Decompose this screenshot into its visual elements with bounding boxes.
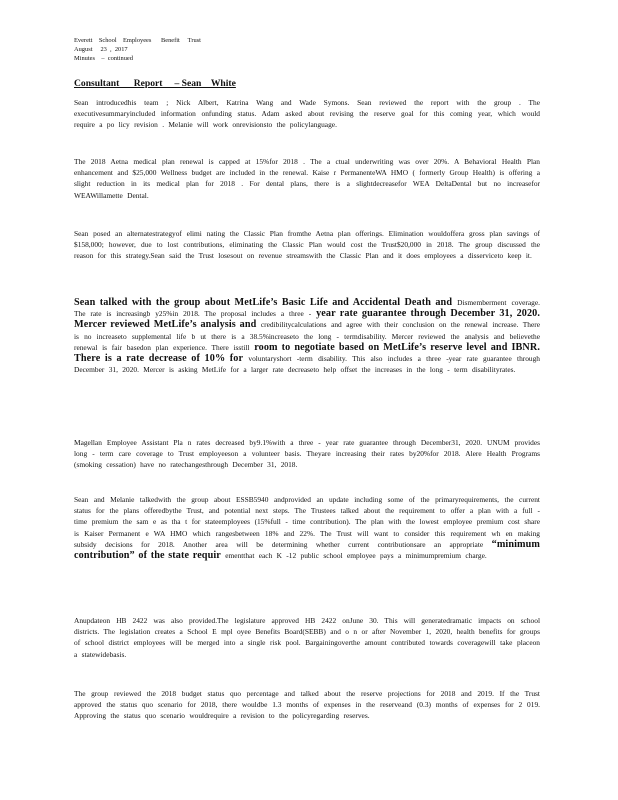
paragraph-essb5940 [74, 494, 540, 561]
paragraph-hb2422 [74, 615, 540, 660]
text-segment: credibilitycalculations and agree with their conclusion on the renewal increase. There is no increaseto supplemental life b ut there is a 38.5%increaseto the long - termdisability. Mercer reviewed the analysis and believethe renewal is fair basedon plan experience. There isstill [74, 320, 541, 352]
paragraph-magellan-unum [74, 437, 540, 471]
text-segment: Dismemberment coverage. The rate is increasingb y25%in 2018. The proposal includes a three - [74, 298, 540, 319]
header-date: August 23 , 2017 [74, 45, 128, 53]
text-segment: Magellan Employee Assistant Pla n rates decreased by9.1%with a three - year rate guarantee through December31, 2020. UNUM provides long - term care coverage to Trust employeeson a volunteer basis. Theyare increasing their rates by20%for 2018. Alere Health Programs (smoking cessation) have no ratechangesthrough December 31, 2018. [74, 438, 540, 470]
paragraph-budget-status [74, 688, 540, 722]
paragraph-classic-plan [74, 228, 540, 262]
section-title: Consultant Report – Sean White [74, 78, 236, 89]
text-segment: Anupdateon HB 2422 was also provided.The legislature approved HB 2422 onJune 30. This will generatedramatic impacts on school districts. The legislation creates a School E mpl oyee Benefits Board(SEBB) and o n or after November 1, 2020, health benefits for groups of school district employees will be merged into a single risk pool. Bargainingoverthe amount contributed towards coveragewill take placeon a statewidebasis. [74, 616, 540, 659]
text-segment-large: room to negotiate based on MetLife’s reserve level and IBNR. There is a rate decrease of 10% for [74, 341, 540, 365]
text-segment: Sean introducedhis team ; Nick Albert, Katrina Wang and Wade Symons. Sean reviewed the report with the group . The executivesummaryincluded information onfunding status. Adam asked about revising the reserve goal for this coming year, which would require a po licy revision . Melanie will work onrevisionsto the policylanguage. [74, 98, 540, 130]
text-segment-large: “minimum contribution” of the state requir [74, 538, 540, 562]
header-minutes-label: Minutes – continued [74, 54, 133, 62]
text-segment: voluntaryshort -term disability. This also includes a three -year rate guarantee through December 31, 2020. Mercer is asking MetLife for a larger rate decreaseto help offset the increases in the long - term disabilityrates. [74, 354, 541, 375]
text-segment: The 2018 Aetna medical plan renewal is capped at 15%for 2018 . The a ctual underwriting was over 20%. A Behavioral Health Plan enhancement and $25,000 Wellness budget are included in the renewal. Kaise r PermanenteWA HMO ( formerly Group Health) is offering a slight reduction in its medical plan for 2018 . For dental plans, there is a slightdecreasefor WEA DeltaDental but no increasefor WEAWillamette Dental. [74, 157, 540, 200]
header-trust-name: Everett School Employees Benefit Trust [74, 37, 201, 44]
text-segment: Sean and Melanie talkedwith the group about ESSB5940 andprovided an update including some of the primaryrequirements, the current status for the plans offeredbythe Trust, and potential next steps. The Trustees talked about the requirement to offer a plan with a full - time premium the sam e as tha t for stateemployees (15%full - time contribution). The plan with the lowest employee premium cost share is Kaiser Permanent e WA HMO which rangesbetween 18% and 22%. The Trust will want to consider this requirement wh en making subsidy decisions for 2018. Another area will be determining whether current contributionsare an appropriate [74, 495, 540, 549]
text-segment: The group reviewed the 2018 budget status quo percentage and talked about the reserve projections for 2018 and 2019. If the Trust approved the status quo scenario for 2018, there wouldbe 1.3 months of expenses in the reserveand (0.3) months of expenses for 2 019. Approving the status quo scenario wouldrequire a revision to the policyregarding reserves. [74, 689, 540, 721]
document-header [74, 37, 201, 63]
paragraph-team-intro [74, 97, 540, 131]
paragraph-medical-renewal [74, 156, 540, 201]
text-segment-large: Sean talked with the group about MetLife’s Basic Life and Accidental Death and [74, 297, 453, 308]
text-segment: ementthat each K -12 public school employee pays a minimumpremium charge. [220, 551, 487, 561]
text-segment: Sean posed an alternatestrategyof elimi nating the Classic Plan fromthe Aetna plan offerings. Elimination wouldoffera gross plan savings of $158,000; however, due to lost contributions, eliminating the Classic Plan would cost the Trust$20,000 in 2018. The group discussed the reason for this strategy.Sean said the Trust losesout on revenue streamswith the Classic Plan and it does employees a disserviceto keep it. [74, 229, 540, 261]
text-segment-large: year rate guarantee through December 31, 2020. Mercer reviewed MetLife’s analysis and [74, 308, 540, 331]
paragraph-metlife [74, 297, 540, 375]
